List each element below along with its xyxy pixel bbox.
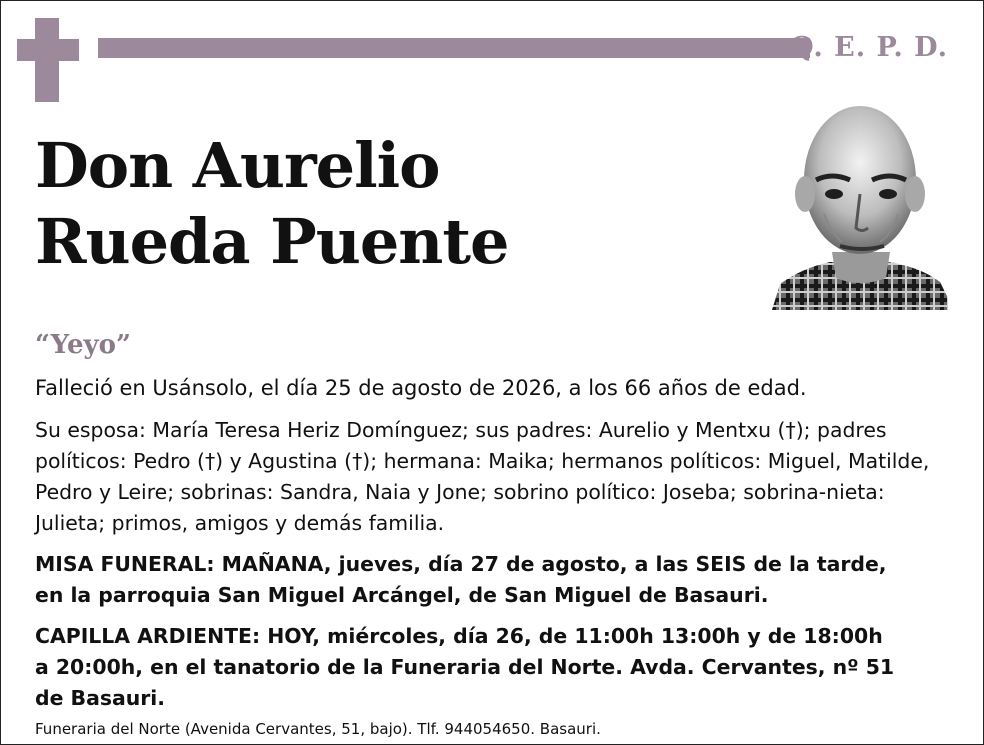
deceased-name bbox=[35, 128, 508, 280]
funeral-home-footer: Funeraria del Norte (Avenida Cervantes, 51, bajo). Tlf. 944054650. Basauri. bbox=[35, 720, 601, 738]
funeral-mass bbox=[35, 549, 955, 611]
qepd-label: Q. E. P. D. bbox=[790, 32, 948, 63]
header-rule bbox=[98, 38, 810, 58]
death-notice: Falleció en Usánsolo, el día 25 de agosto de 2026, a los 66 años de edad. bbox=[35, 376, 807, 400]
funeral-mass-line1: MISA FUNERAL: MAÑANA, jueves, día 27 de agosto, a las SEIS de la tarde, bbox=[35, 552, 887, 576]
nickname: “Yeyo” bbox=[35, 330, 131, 360]
family-list: Su esposa: María Teresa Heriz Domínguez; sus padres: Aurelio y Mentxu (†); padres políticos: Pedro (†) y Agustina (†); hermana: Maika; hermanos políticos: Miguel, Matilde, Pedro y Leire; sobrinas: Sandra, Naia y Jone; sobrino político: Joseba; sobrina-nieta: Julieta; primos, amigos y demás familia. bbox=[35, 418, 930, 535]
portrait-image bbox=[772, 102, 948, 310]
funeral-mass-line2: en la parroquia San Miguel Arcángel, de San Miguel de Basauri. bbox=[35, 583, 769, 607]
cross-icon-bar bbox=[17, 39, 79, 61]
portrait-photo bbox=[772, 102, 948, 310]
deceased-name-line1: Don Aurelio bbox=[35, 129, 440, 202]
chapel-info-line1: CAPILLA ARDIENTE: HOY, miércoles, día 26, de 11:00h 13:00h y de 18:00h bbox=[35, 624, 883, 648]
deceased-name-line2: Rueda Puente bbox=[35, 205, 509, 278]
chapel-info-line3: de Basauri. bbox=[35, 686, 166, 710]
chapel-info-line2: a 20:00h, en el tanatorio de la Funeraria del Norte. Avda. Cervantes, nº 51 bbox=[35, 655, 895, 679]
chapel-info bbox=[35, 621, 955, 714]
